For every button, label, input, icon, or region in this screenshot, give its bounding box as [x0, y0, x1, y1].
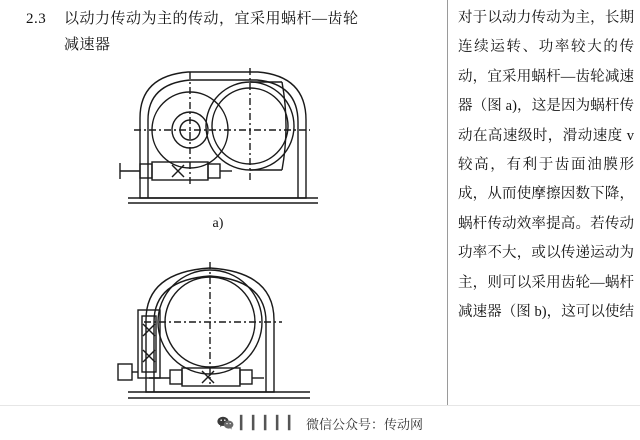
footer-bar	[0, 405, 640, 440]
right-column-text: 对于以动力传动为主，长期连续运转、功率较大的传动，宜采用蜗杆—齿轮减速器（图 a)，这是因为蜗杆传动在高速级时，滑动速度 v 较高，有利于齿面油膜形成，从而使摩擦因数下降，蜗杆传动效率提高。若传动功率不大，或以传递运动为主，则可以采用齿轮—蜗杆减速器（图 b)，这可以使结	[458, 10, 634, 321]
figure-a-caption: a)	[212, 216, 224, 231]
section-title-line2: 减速器	[64, 37, 111, 53]
column-divider	[447, 0, 448, 440]
figure-b	[110, 252, 340, 417]
section-heading	[26, 6, 426, 58]
figure-a	[110, 58, 340, 218]
section-title-line1: 以动力传动为主的传动，宜采用蜗杆—齿轮	[64, 11, 359, 27]
wechat-icon	[217, 416, 234, 430]
footer-dots: ▎▎▎▎▎	[239, 415, 300, 430]
section-number: 2.3	[26, 11, 47, 27]
right-column	[458, 4, 634, 404]
footer-label: 微信公众号：传动网	[305, 416, 423, 432]
